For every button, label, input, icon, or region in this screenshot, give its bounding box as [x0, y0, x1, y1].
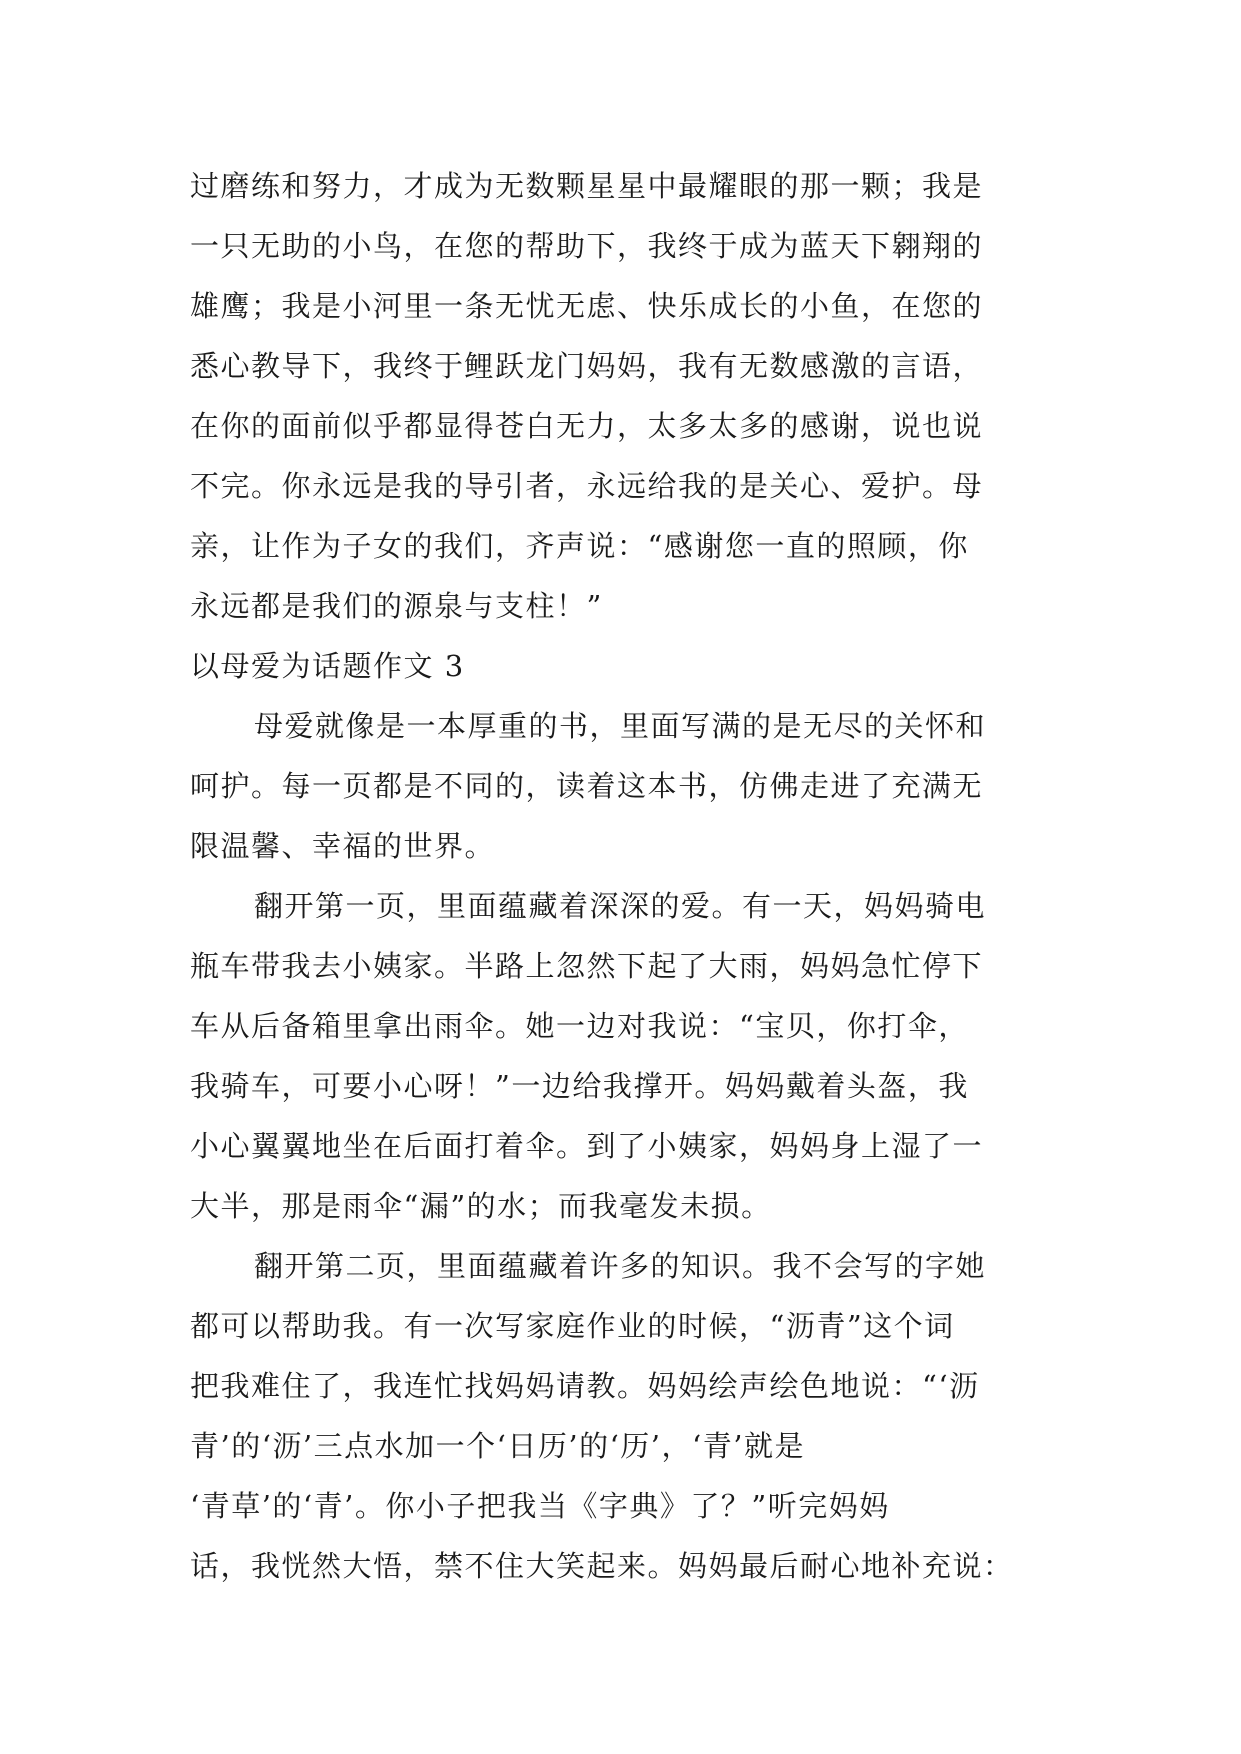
body-text: [190, 156, 1060, 1596]
text-line: 把我难住了，我连忙找妈妈请教。妈妈绘声绘色地说：“‘沥: [190, 1369, 980, 1403]
text-line: 一只无助的小鸟，在您的帮助下，我终于成为蓝天下翱翔的: [190, 229, 984, 263]
text-line: 过磨练和努力，才成为无数颗星星中最耀眼的那一颗；我是: [190, 169, 984, 203]
paragraph-continuation: [190, 156, 1060, 636]
text-line: 母爱就像是一本厚重的书，里面写满的是无尽的关怀和: [254, 709, 987, 743]
text-line: 亲，让作为子女的我们，齐声说：“感谢您一直的照顾，你: [190, 529, 969, 563]
text-line: 我骑车，可要小心呀！”一边给我撑开。妈妈戴着头盔，我: [190, 1069, 969, 1103]
text-line: 车从后备箱里拿出雨伞。她一边对我说：“宝贝，你打伞，: [190, 1009, 969, 1043]
text-line: 青’的‘沥’三点水加一个‘日历’的‘历’，‘青’就是: [190, 1429, 805, 1463]
text-line: 限温馨、幸福的世界。: [190, 829, 496, 863]
text-line: 悉心教导下，我终于鲤跃龙门妈妈，我有无数感激的言语，: [190, 349, 984, 383]
text-line: 呵护。每一页都是不同的，读着这本书，仿佛走进了充满无: [190, 769, 984, 803]
text-line: 翻开第一页，里面蕴藏着深深的爱。有一天，妈妈骑电: [254, 889, 987, 923]
text-line: 在你的面前似乎都显得苍白无力，太多太多的感谢，说也说: [190, 409, 984, 443]
text-line: 雄鹰；我是小河里一条无忧无虑、快乐成长的小鱼，在您的: [190, 289, 984, 323]
text-line: 大半，那是雨伞“漏”的水；而我毫发未损。: [190, 1189, 772, 1223]
text-line: 永远都是我们的源泉与支柱！”: [190, 589, 603, 623]
text-line: 翻开第二页，里面蕴藏着许多的知识。我不会写的字她: [254, 1249, 987, 1283]
paragraph: [190, 696, 1060, 876]
paragraph: [190, 876, 1060, 1236]
text-line: 小心翼翼地坐在后面打着伞。到了小姨家，妈妈身上湿了一: [190, 1129, 984, 1163]
text-line: 瓶车带我去小姨家。半路上忽然下起了大雨，妈妈急忙停下: [190, 949, 984, 983]
text-line: 不完。你永远是我的导引者，永远给我的是关心、爱护。母: [190, 469, 984, 503]
text-line: 都可以帮助我。有一次写家庭作业的时候，“沥青”这个词: [190, 1309, 955, 1343]
text-line: ‘青草’的‘青’。你小子把我当《字典》了？”听完妈妈: [190, 1489, 890, 1523]
text-line: 话，我恍然大悟，禁不住大笑起来。妈妈最后耐心地补充说：: [190, 1549, 1014, 1583]
paragraph: [190, 1236, 1060, 1596]
section-heading: 以母爱为话题作文 3: [190, 649, 465, 683]
